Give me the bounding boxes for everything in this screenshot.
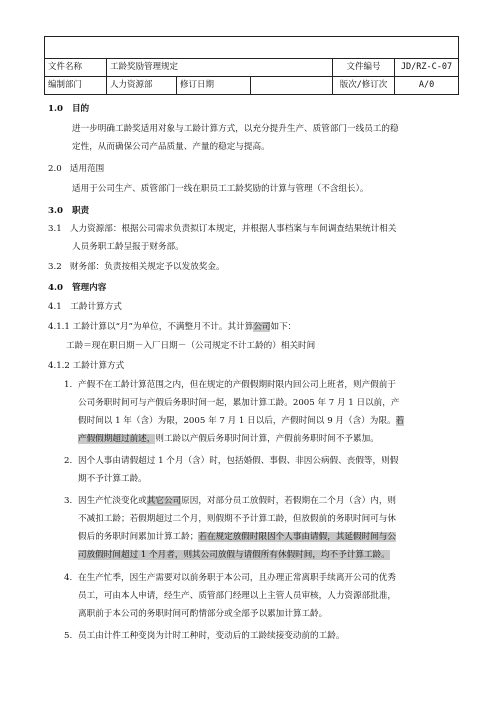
section-2-number: 2.0 [48, 164, 62, 174]
item-5-number: 5. [64, 631, 73, 641]
section-1-title: 目的 [71, 104, 90, 114]
section-4-1-1-text-a: 4.1.1 工龄计算以“月”为单位，不满整月不计。其计算 [48, 322, 254, 332]
header-blank-row [45, 37, 459, 59]
section-4-1-1-highlight: 公司 [253, 322, 271, 332]
version-label: 版次/修订次 [333, 77, 395, 95]
item-1-line-3 [78, 416, 404, 427]
item-3-line-1-highlight: 其它公司 [146, 496, 182, 506]
file-name-label: 文件名称 [45, 59, 107, 77]
section-2-title: 适用范围 [69, 164, 105, 174]
item-1-line-4 [78, 434, 379, 445]
section-4-1-1-text-c: 如下： [270, 322, 297, 332]
section-4-title: 管理内容 [71, 283, 107, 293]
section-3-2-line [48, 262, 225, 273]
seniority-formula: 工龄＝现在职日期－入厂日期－（公司规定不计工龄的）相关时间 [66, 341, 316, 351]
item-5-line-1: 员工由计件工种变岗为计时工种时，变动后的工龄续接变动前的工龄。 [78, 631, 345, 641]
item-1-number: 1. [64, 380, 73, 390]
item-4-line-2: 员工，可由本人申请，经生产、质管部门经理以上主管人员审核，人力资源部批准， [78, 591, 396, 601]
section-4-1-1-line [48, 322, 296, 333]
item-1-line-4-text: 则工龄以产假后务职时间计算，产假前务职时间不予累加。 [155, 434, 379, 444]
dept-value: 人力资源部 [107, 77, 177, 95]
item-3-line-3-text: 假后的务职时间累加计算工龄； [78, 532, 199, 542]
section-4-heading [48, 283, 106, 294]
item-3-line-1-text-c: 原因，对部分员工放假时，若假期在二个月（含）内，则 [181, 496, 397, 506]
item-3-line-4-highlight: 司放假时间超过 1 个月者，则其公司放假与请假所有休假时间，均不予计算工龄。 [78, 550, 390, 560]
section-4-1-2-heading: 4.1.2 工龄计算方式 [48, 361, 125, 371]
file-no-label: 文件编号 [333, 59, 395, 77]
item-2-number: 2. [64, 456, 73, 466]
section-4-number: 4.0 [48, 283, 63, 293]
item-3-line-1 [78, 496, 396, 507]
section-2-para: 适用于公司生产、质管部门一线在职员工工龄奖励的计算与管理（不含组长）。 [72, 184, 369, 194]
section-1-number: 1.0 [48, 104, 63, 114]
item-3-line-3 [78, 532, 396, 543]
item-1-line-4-highlight: 产假假期超过前述， [78, 434, 156, 444]
dept-label: 编制部门 [45, 77, 107, 95]
section-3-1-line-1 [48, 224, 396, 235]
section-3-heading [48, 206, 89, 217]
item-1-line-1: 产假不在工龄计算范围之内，但在规定的产假假期时限内回公司上班者，则产假前于 [78, 380, 396, 390]
version-value: A/0 [395, 77, 459, 95]
item-4-line-1: 在生产忙季，因生产需要对以前务职于本公司，且办理正常离职手续离开公司的优秀 [78, 573, 396, 583]
item-3-number: 3. [64, 496, 73, 506]
section-3-1-line-2: 人员务职工龄呈报于财务部。 [72, 242, 184, 252]
item-4-line-3: 离职前于本公司的务职时间可酌情部分或全部予以累加计算工龄。 [78, 609, 328, 619]
section-3-1-number: 3.1 [48, 224, 62, 234]
item-3-line-1-text-a: 因生产忙淡变化或 [78, 496, 147, 506]
item-3-line-3-highlight: 若在规定放假时限因个人事由请假，其延假时间与公 [198, 532, 396, 542]
item-3-line-2: 不减扣工龄；若假期超过二个月，则假期不予计算工龄，但放假前的务职时间可与休 [78, 514, 396, 524]
item-1-line-3-text: 假时间以 1 年（含）为限，2005 年 7 月 1 日以后，产假时间以 9 月（含）为限。 [78, 416, 396, 426]
revise-date-label: 修订日期 [177, 77, 251, 95]
section-3-title: 职责 [71, 206, 90, 216]
section-1-heading [48, 104, 89, 115]
section-1-para-line-2: 定性，从而确保公司产品质量、产量的稳定与提高。 [72, 142, 270, 152]
item-1-line-3-highlight: 若 [395, 416, 405, 426]
item-4-number: 4. [64, 573, 73, 583]
item-1-line-2: 公司务职时间可与产假后务职时间一起，累加计算工龄。2005 年 7 月 1 日以前，产 [78, 398, 400, 408]
section-3-2-number: 3.2 [48, 262, 62, 272]
item-3-line-4 [78, 550, 390, 561]
section-1-para-line-1: 进一步明确工龄奖适用对象与工龄计算方式，以充分提升生产、质管部门一线员工的稳 [72, 124, 399, 134]
section-2-heading [48, 164, 104, 175]
revise-date-value [251, 77, 333, 95]
section-3-1-text: 人力资源部：根据公司需求负责拟订本规定，并根据人事档案与车间调查结果统计相关 [69, 224, 397, 234]
file-no-value: JD/RZ-C-07 [395, 59, 459, 77]
document-header-table [44, 36, 459, 95]
item-2-line-2: 期不予计算工龄。 [78, 474, 147, 484]
section-3-2-text: 财务部：负责按相关规定予以发放奖金。 [69, 262, 225, 272]
section-4-1-heading: 4.1 工龄计算方式 [48, 302, 122, 312]
section-3-number: 3.0 [48, 206, 63, 216]
file-name-value: 工龄奖励管理规定 [107, 59, 333, 77]
item-2-line-1: 因个人事由请假超过 1 个月（含）时，包括婚假、事假、非因公病假、丧假等，则假 [78, 456, 399, 466]
